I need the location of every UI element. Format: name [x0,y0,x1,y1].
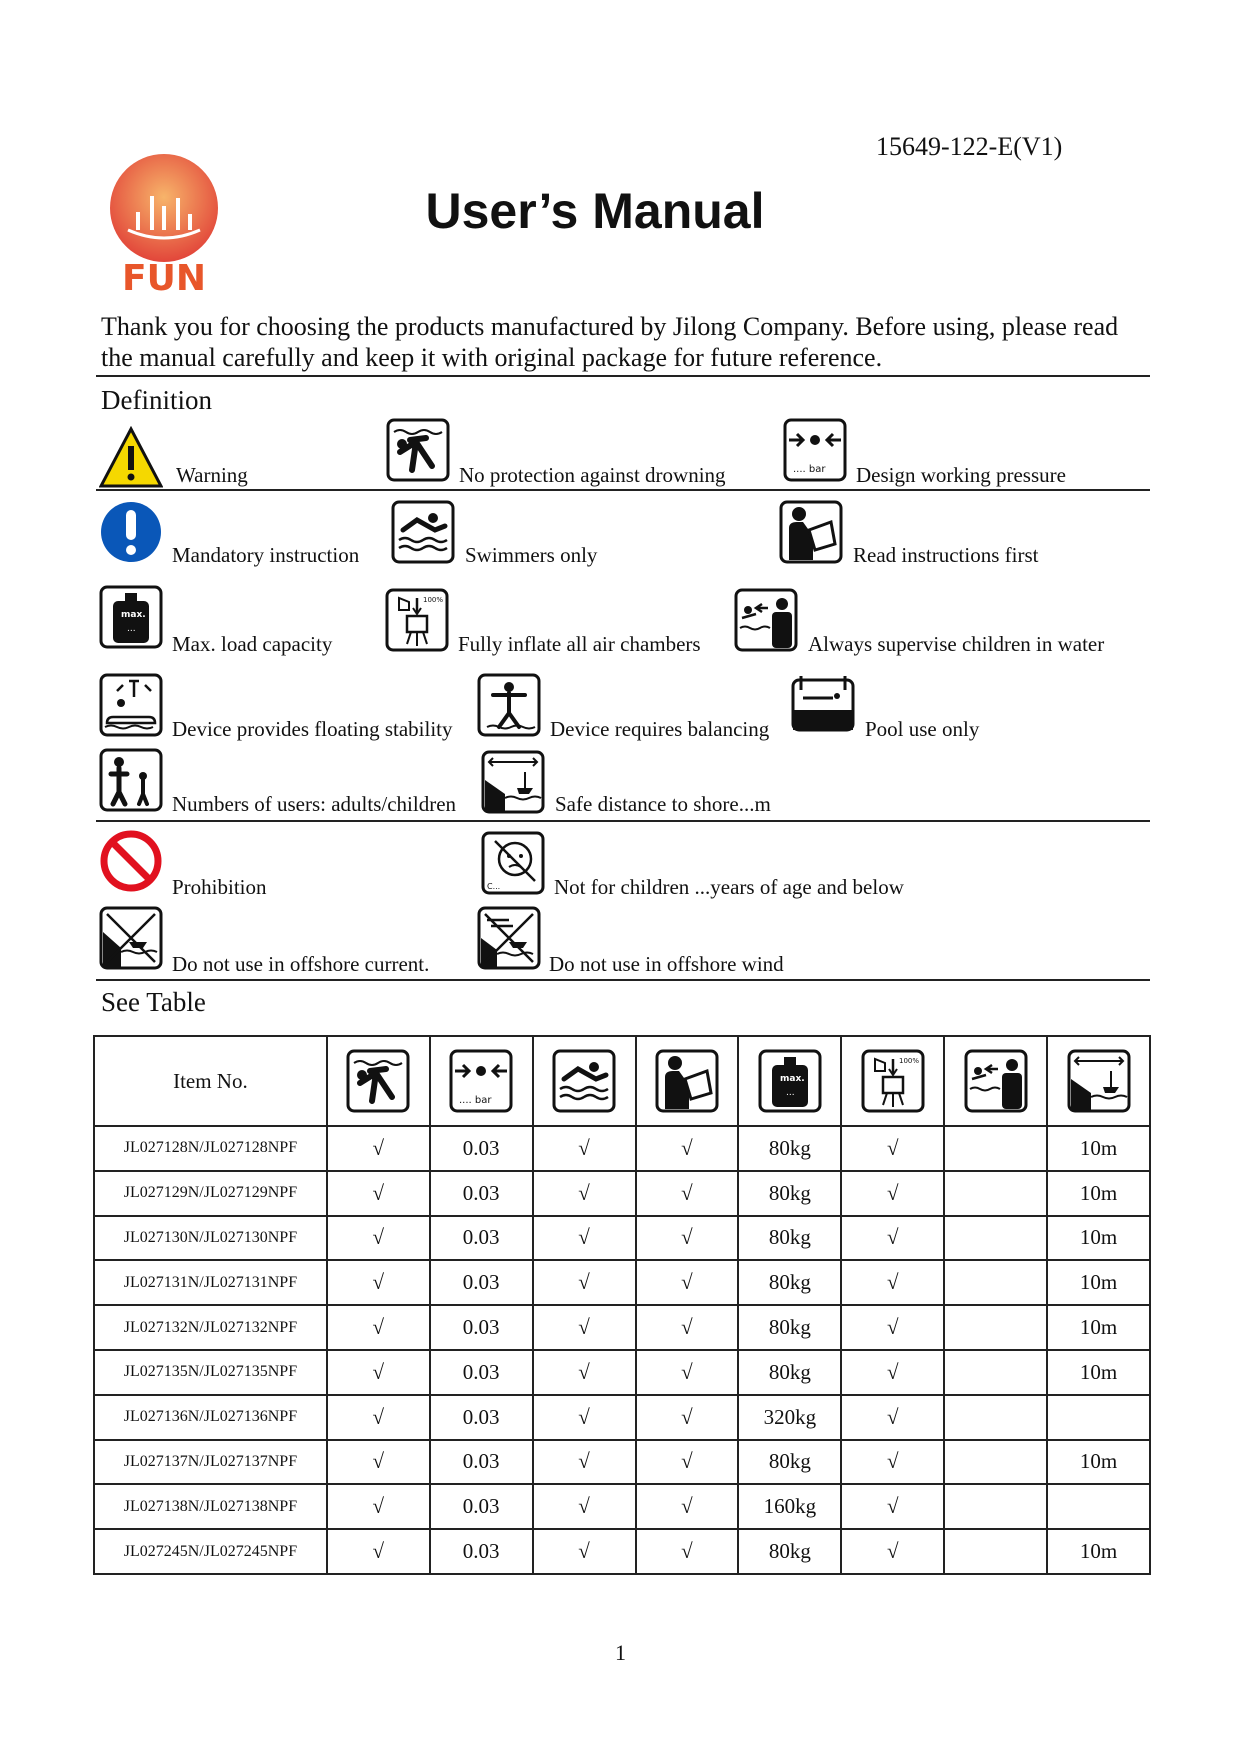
table-cell: √ [533,1395,636,1440]
definition-label: Fully inflate all air chambers [458,632,701,656]
table-cell: √ [533,1529,636,1574]
table-cell: 0.03 [430,1126,533,1171]
divider [96,820,1150,822]
table-cell: √ [841,1529,944,1574]
table-cell: 80kg [738,1171,841,1216]
definition-label: Always supervise children in water [808,632,1105,656]
table-cell: 0.03 [430,1350,533,1395]
definition-label: Swimmers only [465,543,598,567]
item-number-cell: JL027131N/JL027131NPF [94,1260,327,1305]
table-row [94,1171,1150,1216]
definition-label: Device requires balancing [550,717,770,741]
table-cell: 80kg [738,1216,841,1261]
balancing-icon [477,673,541,737]
table-cell: 80kg [738,1529,841,1574]
table-cell: √ [327,1395,430,1440]
read-instructions-icon [779,500,843,564]
table-cell: 0.03 [430,1440,533,1485]
table-cell: √ [533,1260,636,1305]
table-row [94,1350,1150,1395]
col-header-pressure [430,1036,533,1126]
table-cell: 80kg [738,1126,841,1171]
read-instructions-icon [655,1049,719,1113]
table-cell: √ [327,1440,430,1485]
table-cell: 0.03 [430,1529,533,1574]
definition-label: Safe distance to shore...m [555,792,771,816]
floating-stability-icon [99,673,163,737]
table-cell: 80kg [738,1440,841,1485]
table-cell [944,1305,1047,1350]
table-cell: 320kg [738,1395,841,1440]
mandatory-icon [99,500,163,564]
item-number-cell: JL027136N/JL027136NPF [94,1395,327,1440]
table-row [94,1216,1150,1261]
table-cell: √ [327,1350,430,1395]
item-number-cell: JL027138N/JL027138NPF [94,1484,327,1529]
table-cell: 10m [1047,1126,1150,1171]
table-cell: √ [841,1171,944,1216]
supervise-children-icon [964,1049,1028,1113]
table-cell: √ [636,1395,739,1440]
table-row [94,1305,1150,1350]
table-cell: √ [841,1126,944,1171]
warning-icon [99,426,163,490]
table-cell: √ [841,1440,944,1485]
page-title: User’s Manual [425,183,765,239]
table-cell: √ [327,1484,430,1529]
item-number-cell: JL027132N/JL027132NPF [94,1305,327,1350]
table-cell [1047,1395,1150,1440]
table-row [94,1440,1150,1485]
page-number: 1 [615,1640,626,1665]
table-cell: √ [636,1260,739,1305]
table-cell: √ [841,1395,944,1440]
table-cell [944,1126,1047,1171]
definition-label: Read instructions first [853,543,1039,567]
prohibition-icon [99,829,163,893]
pool-use-icon [791,670,855,734]
no-offshore-wind-icon [477,906,541,970]
table-cell: √ [533,1126,636,1171]
table-cell [944,1216,1047,1261]
definition-label: Do not use in offshore current. [172,952,430,976]
table-cell: √ [327,1171,430,1216]
table-cell: √ [636,1216,739,1261]
table-cell: 10m [1047,1216,1150,1261]
no-protection-drowning-icon [346,1049,410,1113]
item-number-cell: JL027135N/JL027135NPF [94,1350,327,1395]
table-cell: 10m [1047,1440,1150,1485]
col-header-max-load [738,1036,841,1126]
table-cell [944,1529,1047,1574]
svg-text:FUN: FUN [122,258,206,295]
table-cell: 0.03 [430,1171,533,1216]
not-for-children-icon [481,831,545,895]
table-header-row [94,1036,1150,1126]
definition-label: Do not use in offshore wind [549,952,784,976]
table-cell: √ [636,1171,739,1216]
col-header-read [636,1036,739,1126]
item-number-cell: JL027245N/JL027245NPF [94,1529,327,1574]
table-cell: √ [533,1171,636,1216]
max-load-icon [99,585,163,649]
col-header-inflate [841,1036,944,1126]
table-cell: √ [327,1529,430,1574]
table-cell: 160kg [738,1484,841,1529]
divider [96,489,1150,491]
table-cell: √ [841,1216,944,1261]
table-cell: √ [636,1126,739,1171]
item-number-cell: JL027130N/JL027130NPF [94,1216,327,1261]
table-cell [944,1395,1047,1440]
table-cell: 0.03 [430,1216,533,1261]
no-protection-drowning-icon [386,418,450,482]
document-code: 15649-122-E(V1) [876,132,1063,161]
definition-label: Design working pressure [856,463,1066,487]
table-cell: √ [533,1305,636,1350]
design-pressure-icon [449,1049,513,1113]
col-header-distance [1047,1036,1150,1126]
definition-label: Warning [176,463,248,487]
supervise-children-icon [734,588,798,652]
definition-label: Max. load capacity [172,632,333,656]
table-cell: 10m [1047,1260,1150,1305]
table-cell: √ [841,1484,944,1529]
table-cell: √ [533,1440,636,1485]
col-header-drowning [327,1036,430,1126]
table-cell [944,1171,1047,1216]
swimmers-only-icon [552,1049,616,1113]
col-header-swimmers [533,1036,636,1126]
table-cell: √ [636,1350,739,1395]
see-table-heading: See Table [101,987,206,1017]
table-cell: 0.03 [430,1484,533,1529]
table-cell: √ [327,1126,430,1171]
table-cell: √ [327,1305,430,1350]
fully-inflate-icon [385,588,449,652]
items-table [93,1035,1151,1575]
table-cell: √ [533,1484,636,1529]
divider [96,979,1150,981]
table-cell: √ [841,1305,944,1350]
design-pressure-icon [783,418,847,482]
definition-label: Mandatory instruction [172,543,360,567]
table-cell: √ [636,1484,739,1529]
definition-label: Numbers of users: adults/children [172,792,457,816]
table-cell: √ [636,1529,739,1574]
table-row [94,1529,1150,1574]
table-cell: √ [636,1305,739,1350]
item-number-cell: JL027128N/JL027128NPF [94,1126,327,1171]
col-header-supervise [944,1036,1047,1126]
table-cell: 0.03 [430,1305,533,1350]
table-cell: 10m [1047,1529,1150,1574]
definition-label: No protection against drowning [459,463,726,487]
definition-heading: Definition [101,385,212,415]
table-cell [1047,1484,1150,1529]
table-row [94,1484,1150,1529]
item-number-cell: JL027137N/JL027137NPF [94,1440,327,1485]
table-cell: 10m [1047,1171,1150,1216]
item-number-cell: JL027129N/JL027129NPF [94,1171,327,1216]
swimmers-only-icon [391,500,455,564]
table-cell [944,1440,1047,1485]
divider [96,375,1150,377]
users-number-icon [99,748,163,812]
table-row [94,1260,1150,1305]
safe-distance-icon [481,750,545,814]
table-cell [944,1260,1047,1305]
table-row [94,1395,1150,1440]
table-cell: 0.03 [430,1260,533,1305]
no-offshore-current-icon [99,906,163,970]
table-cell [944,1484,1047,1529]
table-cell: 80kg [738,1350,841,1395]
table-cell: √ [327,1260,430,1305]
table-cell [944,1350,1047,1395]
definition-label: Pool use only [865,717,980,741]
intro-paragraph: Thank you for choosing the products manufactured by Jilong Company. Before using, please read the manual carefully and keep it with original package for future reference. [101,312,1119,372]
table-cell: √ [327,1216,430,1261]
table-cell: √ [841,1260,944,1305]
definition-label: Prohibition [172,875,267,899]
table-row [94,1126,1150,1171]
table-cell: √ [841,1350,944,1395]
table-cell: 10m [1047,1350,1150,1395]
max-load-icon [758,1049,822,1113]
safe-distance-icon [1067,1049,1131,1113]
definition-label: Device provides floating stability [172,717,453,741]
table-cell: 80kg [738,1260,841,1305]
table-cell: 10m [1047,1305,1150,1350]
definition-label: Not for children ...years of age and below [554,875,904,899]
table-cell: √ [533,1216,636,1261]
item-no-header: Item No. [94,1036,327,1126]
table-cell: √ [533,1350,636,1395]
table-cell: 80kg [738,1305,841,1350]
fully-inflate-icon [861,1049,925,1113]
table-cell: 0.03 [430,1395,533,1440]
table-cell: √ [636,1440,739,1485]
